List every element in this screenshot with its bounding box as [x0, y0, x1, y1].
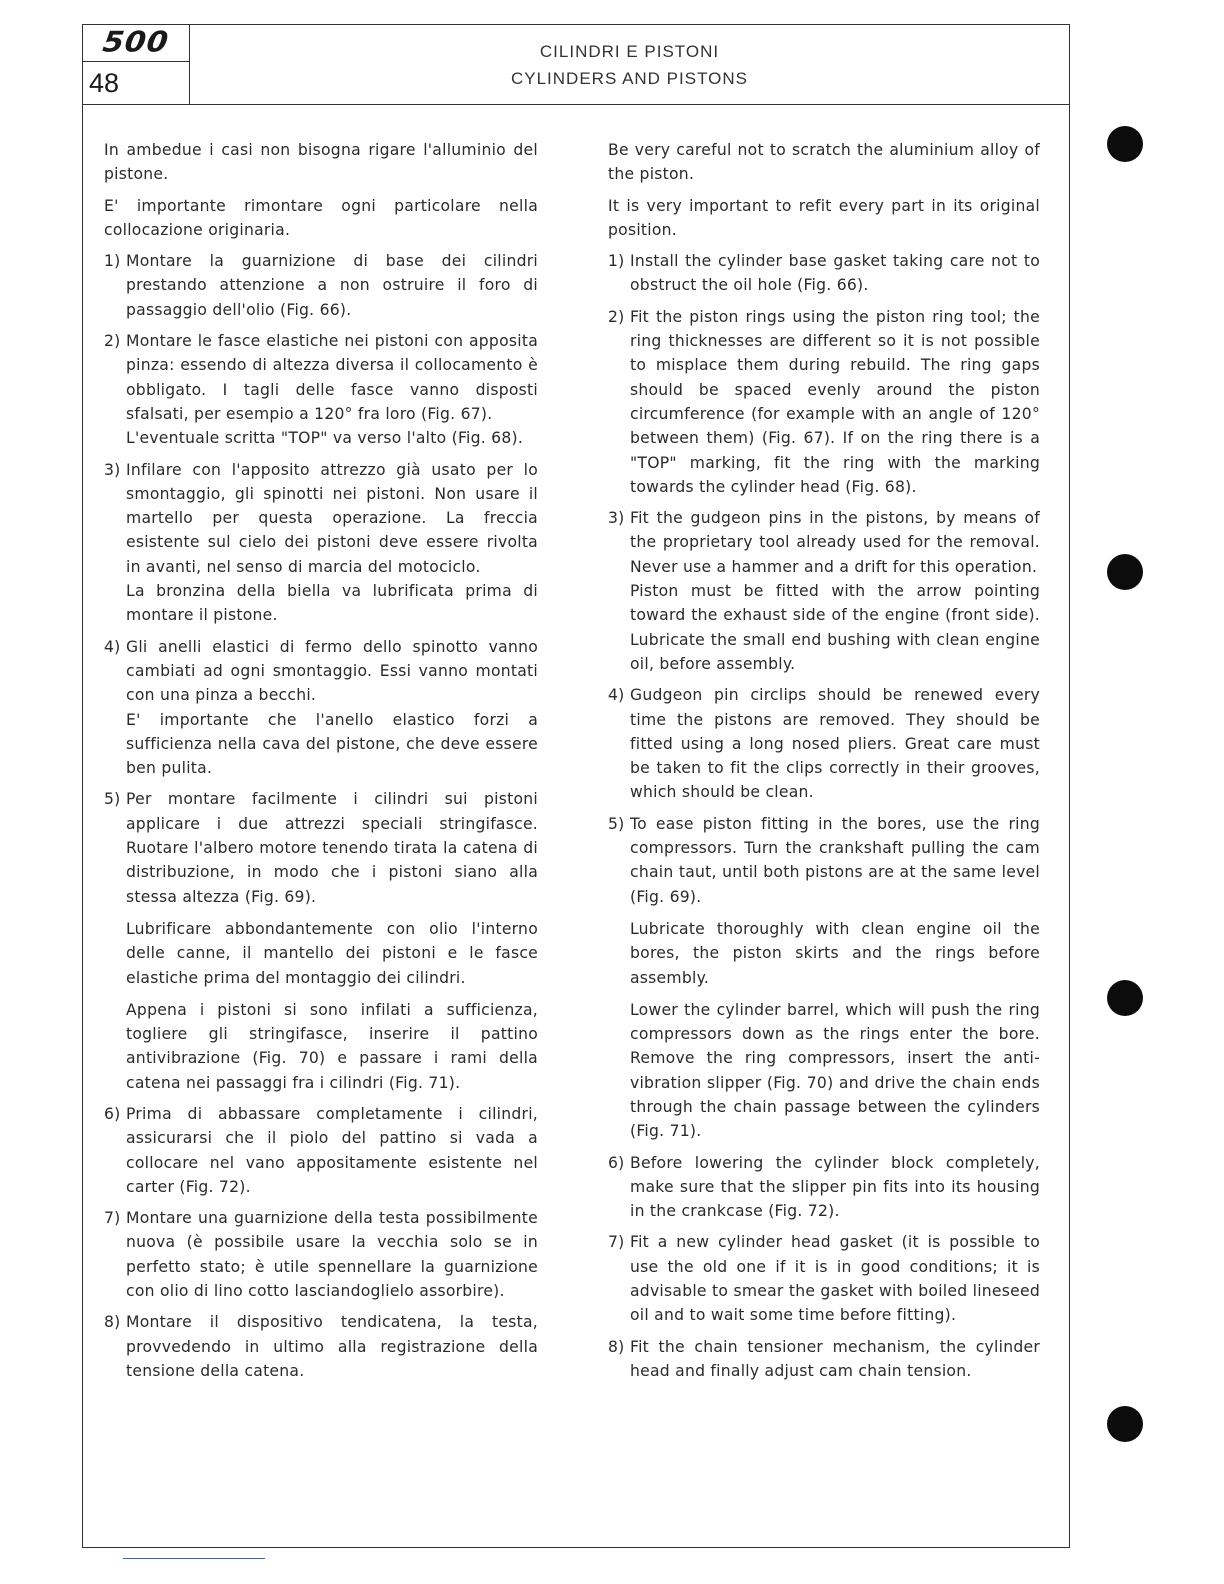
- step-body: [126, 1206, 538, 1303]
- step-text: L'eventuale scritta "TOP" va verso l'alto (Fig. 68).: [126, 429, 524, 448]
- step-item: [104, 458, 538, 628]
- step-item: [608, 1151, 1040, 1224]
- step-body: [630, 506, 1040, 676]
- english-column: [608, 138, 1040, 1390]
- step-body: [630, 249, 1040, 298]
- step-item: [104, 329, 538, 450]
- step-text: La bronzina della biella va lubrificata prima di montare il pistone.: [126, 582, 538, 625]
- step-item: [104, 1310, 538, 1383]
- step-item: [104, 249, 538, 322]
- step-item: [608, 1335, 1040, 1384]
- step-body: [630, 1335, 1040, 1384]
- intro-paragraph: It is very important to refit every part in its original position.: [608, 196, 1040, 239]
- step-text: Before lowering the cylinder block completely, make sure that the slipper pin fits into its housing in the crankcase (Fig. 72).: [630, 1153, 1040, 1221]
- step-text: Lubricate thoroughly with clean engine oil the bores, the piston skirts and the rings before assembly.: [630, 919, 1040, 987]
- step-body: [630, 683, 1040, 804]
- page-title: [190, 25, 1069, 104]
- step-text: Montare il dispositivo tendicatena, la testa, provvedendo in ultimo alla registrazione della tensione della catena.: [126, 1313, 538, 1380]
- step-item: [608, 1230, 1040, 1327]
- step-number: 1): [608, 252, 625, 271]
- step-item: [608, 812, 1040, 1144]
- step-number: 5): [104, 790, 121, 809]
- step-body: [126, 787, 538, 1095]
- step-number: 2): [608, 307, 625, 326]
- intro-paragraph: In ambedue i casi non bisogna rigare l'alluminio del pistone.: [104, 141, 538, 184]
- step-text: Piston must be fitted with the arrow pointing toward the exhaust side of the engine (front side). Lubricate the small end bushing with clean engine oil, before assembly.: [630, 582, 1040, 673]
- step-text: Appena i pistoni si sono infilati a sufficienza, togliere gli stringifasce, inserire il pattino antivibrazione (Fig. 70) e passare i rami della catena nei passaggi fra i cilindri (Fig. 71).: [126, 1000, 538, 1092]
- step-number: 2): [104, 332, 121, 351]
- step-body: [630, 1230, 1040, 1327]
- binder-hole-2: [1107, 554, 1143, 590]
- step-item: [608, 506, 1040, 676]
- step-text: Fit the gudgeon pins in the pistons, by means of the proprietary tool already used for the removal. Never use a hammer and a drift for this operation.: [630, 509, 1040, 576]
- page-number: 48: [83, 62, 190, 104]
- step-text: Per montare facilmente i cilindri sui pistoni applicare i due attrezzi speciali stringifasce. Ruotare l'albero motore tenendo tirata la catena di distribuzione, in modo che i pistoni siano alla stessa altezza (Fig. 69).: [126, 790, 538, 906]
- italian-column: [104, 138, 538, 1390]
- step-item: [104, 635, 538, 781]
- step-number: 8): [608, 1337, 625, 1356]
- step-text: To ease piston fitting in the bores, use the ring compressors. Turn the crankshaft pulling the cam chain taut, until both pistons are at the same level (Fig. 69).: [630, 814, 1040, 906]
- step-number: 6): [104, 1104, 121, 1123]
- logo-text: 500: [100, 25, 172, 60]
- header-divider: [83, 104, 1069, 105]
- step-item: [104, 1102, 538, 1199]
- step-number: 4): [104, 637, 121, 656]
- step-item: [608, 683, 1040, 804]
- step-text: Montare una guarnizione della testa possibilmente nuova (è possibile usare la vecchia solo se in perfetto stato; è utile spennellare la guarnizione con olio di lino cotto lasciandoglielo assorbire).: [126, 1209, 538, 1301]
- step-text: Fit the piston rings using the piston ring tool; the ring thicknesses are different so it is not possible to misplace them during rebuild. The ring gaps should be spaced evenly around the piston circumference (for example with an angle of 120° between them) (Fig. 67). If on the ring there is a "TOP" marking, fit the ring with the marking towards the cylinder head (Fig. 68).: [630, 307, 1040, 496]
- binder-hole-1: [1107, 126, 1143, 162]
- step-number: 1): [104, 252, 121, 271]
- step-text: Prima di abbassare completamente i cilindri, assicurarsi che il piolo del pattino si vada a collocare nel vano appositamente esistente nel carter (Fig. 72).: [126, 1104, 538, 1196]
- step-item: [608, 305, 1040, 499]
- step-text: E' importante che l'anello elastico forzi a sufficienza nella cava del pistone, che deve essere ben pulita.: [126, 710, 538, 778]
- step-number: 4): [608, 686, 625, 705]
- brand-logo: [83, 25, 190, 62]
- intro-paragraph: E' importante rimontare ogni particolare nella collocazione originaria.: [104, 196, 538, 239]
- step-number: 3): [608, 509, 625, 528]
- step-body: [126, 1102, 538, 1199]
- footer-line: [123, 1558, 265, 1559]
- step-number: 6): [608, 1153, 625, 1172]
- step-text: Fit the chain tensioner mechanism, the cylinder head and finally adjust cam chain tension.: [630, 1337, 1040, 1380]
- intro-paragraph: Be very careful not to scratch the aluminium alloy of the piston.: [608, 141, 1040, 184]
- step-number: 7): [608, 1233, 625, 1252]
- step-text: Install the cylinder base gasket taking care not to obstruct the oil hole (Fig. 66).: [630, 252, 1040, 295]
- step-text: Fit a new cylinder head gasket (it is possible to use the old one if it is in good conditions; it is advisable to smear the gasket with boiled lineseed oil and to wait some time before fitting).: [630, 1233, 1040, 1325]
- step-number: 5): [608, 814, 625, 833]
- step-text: Lubrificare abbondantemente con olio l'interno delle canne, il mantello dei pistoni e le fasce elastiche prima del montaggio dei cilindri.: [126, 919, 538, 987]
- step-text: Montare la guarnizione di base dei cilindri prestando attenzione a non ostruire il foro di passaggio dell'olio (Fig. 66).: [126, 252, 538, 319]
- step-number: 3): [104, 460, 121, 479]
- step-body: [126, 329, 538, 450]
- italian-steps-list: [104, 249, 538, 1383]
- step-body: [126, 458, 538, 628]
- step-body: [126, 1310, 538, 1383]
- binder-hole-4: [1107, 1406, 1143, 1442]
- step-item: [608, 249, 1040, 298]
- step-text: Gudgeon pin circlips should be renewed every time the pistons are removed. They should be fitted using a long nosed pliers. Great care must be taken to fit the clips correctly in their grooves, which should be clean.: [630, 686, 1040, 802]
- binder-hole-3: [1107, 980, 1143, 1016]
- step-text: Montare le fasce elastiche nei pistoni con apposita pinza: essendo di altezza diversa il collocamento è obbligato. I tagli delle fasce vanno disposti sfalsati, per esempio a 120° fra loro (Fig. 67).: [126, 332, 538, 423]
- step-body: [126, 249, 538, 322]
- step-number: 7): [104, 1209, 121, 1228]
- step-body: [630, 305, 1040, 499]
- step-body: [126, 635, 538, 781]
- step-text: Gli anelli elastici di fermo dello spinotto vanno cambiati ad ogni smontaggio. Essi vanno montati con una pinza a becchi.: [126, 637, 538, 705]
- step-item: [104, 1206, 538, 1303]
- step-number: 8): [104, 1313, 121, 1332]
- step-body: [630, 812, 1040, 1144]
- step-body: [630, 1151, 1040, 1224]
- title-italian: CILINDRI E PISTONI: [539, 42, 720, 61]
- step-text: Infilare con l'apposito attrezzo già usato per lo smontaggio, gli spinotti nei pistoni. Non usare il martello per questa operazione. La freccia esistente sul cielo dei pistoni deve essere rivolta in avanti, nel senso di marcia del motociclo.: [126, 460, 538, 576]
- step-text: Lower the cylinder barrel, which will push the ring compressors down as the rings enter the bore. Remove the ring compressors, insert the anti-vibration slipper (Fig. 70) and drive the chain ends through the chain passage between the cylinders (Fig. 71).: [630, 1000, 1040, 1141]
- english-steps-list: [608, 249, 1040, 1383]
- step-item: [104, 787, 538, 1095]
- title-english: CYLINDERS AND PISTONS: [510, 69, 749, 88]
